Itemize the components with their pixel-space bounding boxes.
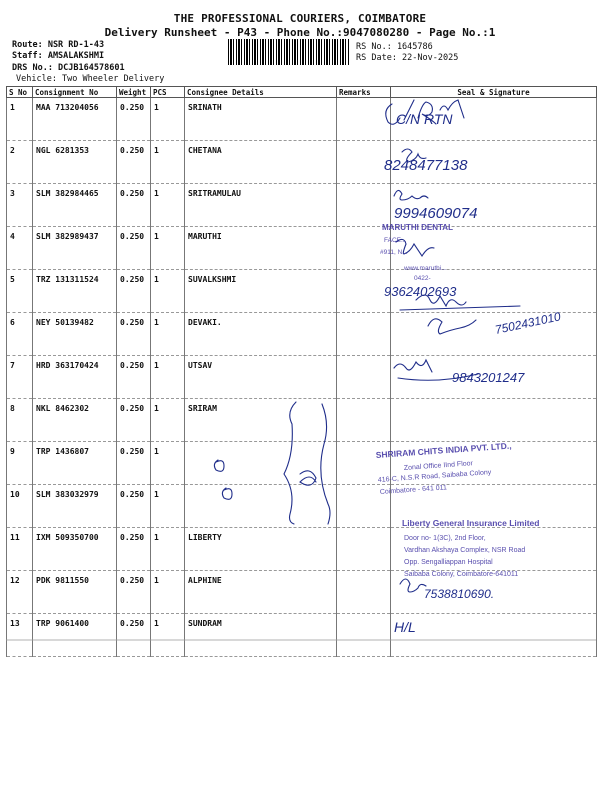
table-row: [7, 399, 597, 442]
cell-cno: SLM 382989437: [33, 227, 117, 270]
stamp-liberty-line3: Opp. Sengalliappan Hospital: [404, 559, 493, 566]
cell-sno: 6: [7, 313, 33, 356]
cell-weight: 0.250: [117, 528, 151, 571]
cell-signature: [391, 356, 597, 399]
cell-pcs: 1: [151, 356, 185, 399]
stamp-maruthi-line1: FACE...: [384, 237, 407, 244]
cell-weight: 0.250: [117, 227, 151, 270]
runsheet-header-subtitle: Delivery Runsheet - P43 - Phone No.:9047080280 - Page No.:1: [104, 26, 496, 39]
cell-signature: [391, 98, 597, 141]
col-header-consignment: Consignment No: [33, 87, 117, 98]
cell-remarks: [337, 614, 391, 657]
cell-weight: 0.250: [117, 184, 151, 227]
cell-consignee: SUVALKSHMI: [185, 270, 337, 313]
cell-pcs: 1: [151, 98, 185, 141]
handwriting-row-6: 7502431010: [493, 309, 562, 337]
route-label: Route: NSR RD-1-43: [12, 40, 105, 50]
table-row: [7, 614, 597, 657]
col-header-signature: Seal & Signature: [391, 87, 597, 98]
cell-signature: [391, 399, 597, 442]
cell-remarks: [337, 442, 391, 485]
barcode: [228, 39, 350, 65]
cell-sno: 10: [7, 485, 33, 528]
drs-number: DRS No.: DCJB164578601: [12, 63, 125, 73]
cell-cno: TRZ 131311524: [33, 270, 117, 313]
table-row: [7, 485, 597, 528]
table-row: [7, 270, 597, 313]
cell-pcs: 1: [151, 227, 185, 270]
cell-weight: 0.250: [117, 571, 151, 614]
cell-remarks: [337, 141, 391, 184]
cell-cno: NGL 6281353: [33, 141, 117, 184]
cell-signature: [391, 614, 597, 657]
cell-pcs: 1: [151, 614, 185, 657]
cell-signature: [391, 270, 597, 313]
stamp-maruthi-title: MARUTHI DENTAL: [382, 223, 453, 232]
cell-weight: 0.250: [117, 98, 151, 141]
cell-pcs: 1: [151, 442, 185, 485]
cell-remarks: [337, 485, 391, 528]
handwriting-row-2: 8248477138: [384, 157, 468, 174]
handwriting-row-11: 7538810690.: [424, 587, 495, 601]
cell-consignee: SRINATH: [185, 98, 337, 141]
cell-weight: 0.250: [117, 399, 151, 442]
cell-pcs: 1: [151, 313, 185, 356]
stamp-liberty-title: Liberty General Insurance Limited: [402, 518, 540, 528]
table-row: [7, 356, 597, 399]
table-row: [7, 313, 597, 356]
cell-signature: [391, 485, 597, 528]
cell-signature: [391, 227, 597, 270]
cell-sno: 3: [7, 184, 33, 227]
cell-cno: PDK 9811550: [33, 571, 117, 614]
cell-sno: 5: [7, 270, 33, 313]
stamp-maruthi-line2: #911, N...: [380, 249, 408, 256]
cell-sno: 13: [7, 614, 33, 657]
cell-sno: 2: [7, 141, 33, 184]
cell-sno: 12: [7, 571, 33, 614]
cell-remarks: [337, 356, 391, 399]
table-row: [7, 141, 597, 184]
stamp-shriram-line3: Coimbatore - 641 011: [379, 484, 448, 496]
runsheet-table: [6, 86, 597, 657]
cell-remarks: [337, 399, 391, 442]
cell-remarks: [337, 227, 391, 270]
cell-signature: [391, 184, 597, 227]
col-header-remarks: Remarks: [337, 87, 391, 98]
table-row: [7, 227, 597, 270]
table-row: [7, 571, 597, 614]
col-header-pcs: PCS: [151, 87, 185, 98]
staff-label: Staff: AMSALAKSHMI: [12, 51, 105, 61]
handwriting-row-1: C/N RTN: [396, 111, 453, 127]
stamp-shriram-title: SHRIRAM CHITS INDIA PVT. LTD.,: [375, 440, 512, 460]
handwriting-row-7: 9843201247: [452, 370, 525, 385]
cell-cno: MAA 713204056: [33, 98, 117, 141]
cell-consignee: LIBERTY: [185, 528, 337, 571]
cell-weight: 0.250: [117, 356, 151, 399]
stamp-liberty-line1: Door no- 1(3C), 2nd Floor,: [404, 535, 486, 542]
cell-cno: NKL 8462302: [33, 399, 117, 442]
cell-pcs: 1: [151, 571, 185, 614]
cell-signature: [391, 442, 597, 485]
cell-consignee: CHETANA: [185, 141, 337, 184]
cell-sno: 11: [7, 528, 33, 571]
rs-number: RS No.: 1645786: [356, 42, 433, 52]
cell-signature: [391, 571, 597, 614]
cell-weight: 0.250: [117, 141, 151, 184]
cell-signature: [391, 141, 597, 184]
cell-cno: NEY 50139482: [33, 313, 117, 356]
cell-pcs: 1: [151, 485, 185, 528]
cell-remarks: [337, 313, 391, 356]
table-row: [7, 184, 597, 227]
cell-signature: [391, 528, 597, 571]
stamp-liberty-line2: Vardhan Akshaya Complex, NSR Road: [404, 547, 526, 554]
cell-weight: 0.250: [117, 442, 151, 485]
cell-remarks: [337, 98, 391, 141]
stamp-maruthi-line4: 0422-: [414, 275, 431, 282]
table-row: [7, 528, 597, 571]
cell-sno: 4: [7, 227, 33, 270]
handwriting-row-5: 9362402693: [384, 284, 457, 299]
cell-consignee: DEVAKI.: [185, 313, 337, 356]
cell-consignee: SRIRAM: [185, 399, 337, 442]
cell-consignee: [185, 485, 337, 528]
stamp-liberty-line4: Saibaba Colony, Coimbatore-641011: [404, 571, 519, 578]
table-row: [7, 98, 597, 141]
col-header-weight: Weight: [117, 87, 151, 98]
cell-pcs: 1: [151, 399, 185, 442]
cell-pcs: 1: [151, 528, 185, 571]
cell-sno: 1: [7, 98, 33, 141]
handwriting-row-3: 9994609074: [394, 205, 478, 222]
cell-signature: [391, 313, 597, 356]
handwriting-row-13: H/L: [394, 619, 416, 635]
table-header-row: [7, 87, 597, 98]
cell-pcs: 1: [151, 184, 185, 227]
cell-pcs: 1: [151, 270, 185, 313]
cell-remarks: [337, 571, 391, 614]
cell-weight: 0.250: [117, 614, 151, 657]
cell-cno: HRD 363170424: [33, 356, 117, 399]
cell-consignee: MARUTHI: [185, 227, 337, 270]
cell-sno: 8: [7, 399, 33, 442]
cell-cno: TRP 9061400: [33, 614, 117, 657]
cell-consignee: ALPHINE: [185, 571, 337, 614]
cell-sno: 9: [7, 442, 33, 485]
runsheet-header-company: THE PROFESSIONAL COURIERS, COIMBATORE: [173, 12, 427, 25]
cell-cno: SLM 382984465: [33, 184, 117, 227]
stamp-shriram-line2: 416-C, N.S.R Road, Saibaba Colony: [377, 469, 492, 484]
col-header-sno: S No: [7, 87, 33, 98]
cell-weight: 0.250: [117, 270, 151, 313]
cell-weight: 0.250: [117, 485, 151, 528]
col-header-consignee: Consignee Details: [185, 87, 337, 98]
cell-consignee: SUNDRAM: [185, 614, 337, 657]
cell-remarks: [337, 270, 391, 313]
cell-remarks: [337, 528, 391, 571]
cell-consignee: UTSAV: [185, 356, 337, 399]
cell-pcs: 1: [151, 141, 185, 184]
table-row: [7, 442, 597, 485]
stamp-shriram-line1: Zonal Office IInd Floor: [403, 460, 474, 472]
cell-weight: 0.250: [117, 313, 151, 356]
cell-cno: SLM 383032979: [33, 485, 117, 528]
stamp-maruthi-line3: www.maruthi...: [404, 265, 447, 272]
rs-date: RS Date: 22-Nov-2025: [356, 53, 459, 63]
cell-cno: TRP 1436807: [33, 442, 117, 485]
vehicle-label: Vehicle: Two Wheeler Delivery: [16, 74, 165, 84]
cell-cno: IXM 509350700: [33, 528, 117, 571]
cell-consignee: SRITRAMULAU: [185, 184, 337, 227]
cell-remarks: [337, 184, 391, 227]
cell-sno: 7: [7, 356, 33, 399]
cell-consignee: [185, 442, 337, 485]
